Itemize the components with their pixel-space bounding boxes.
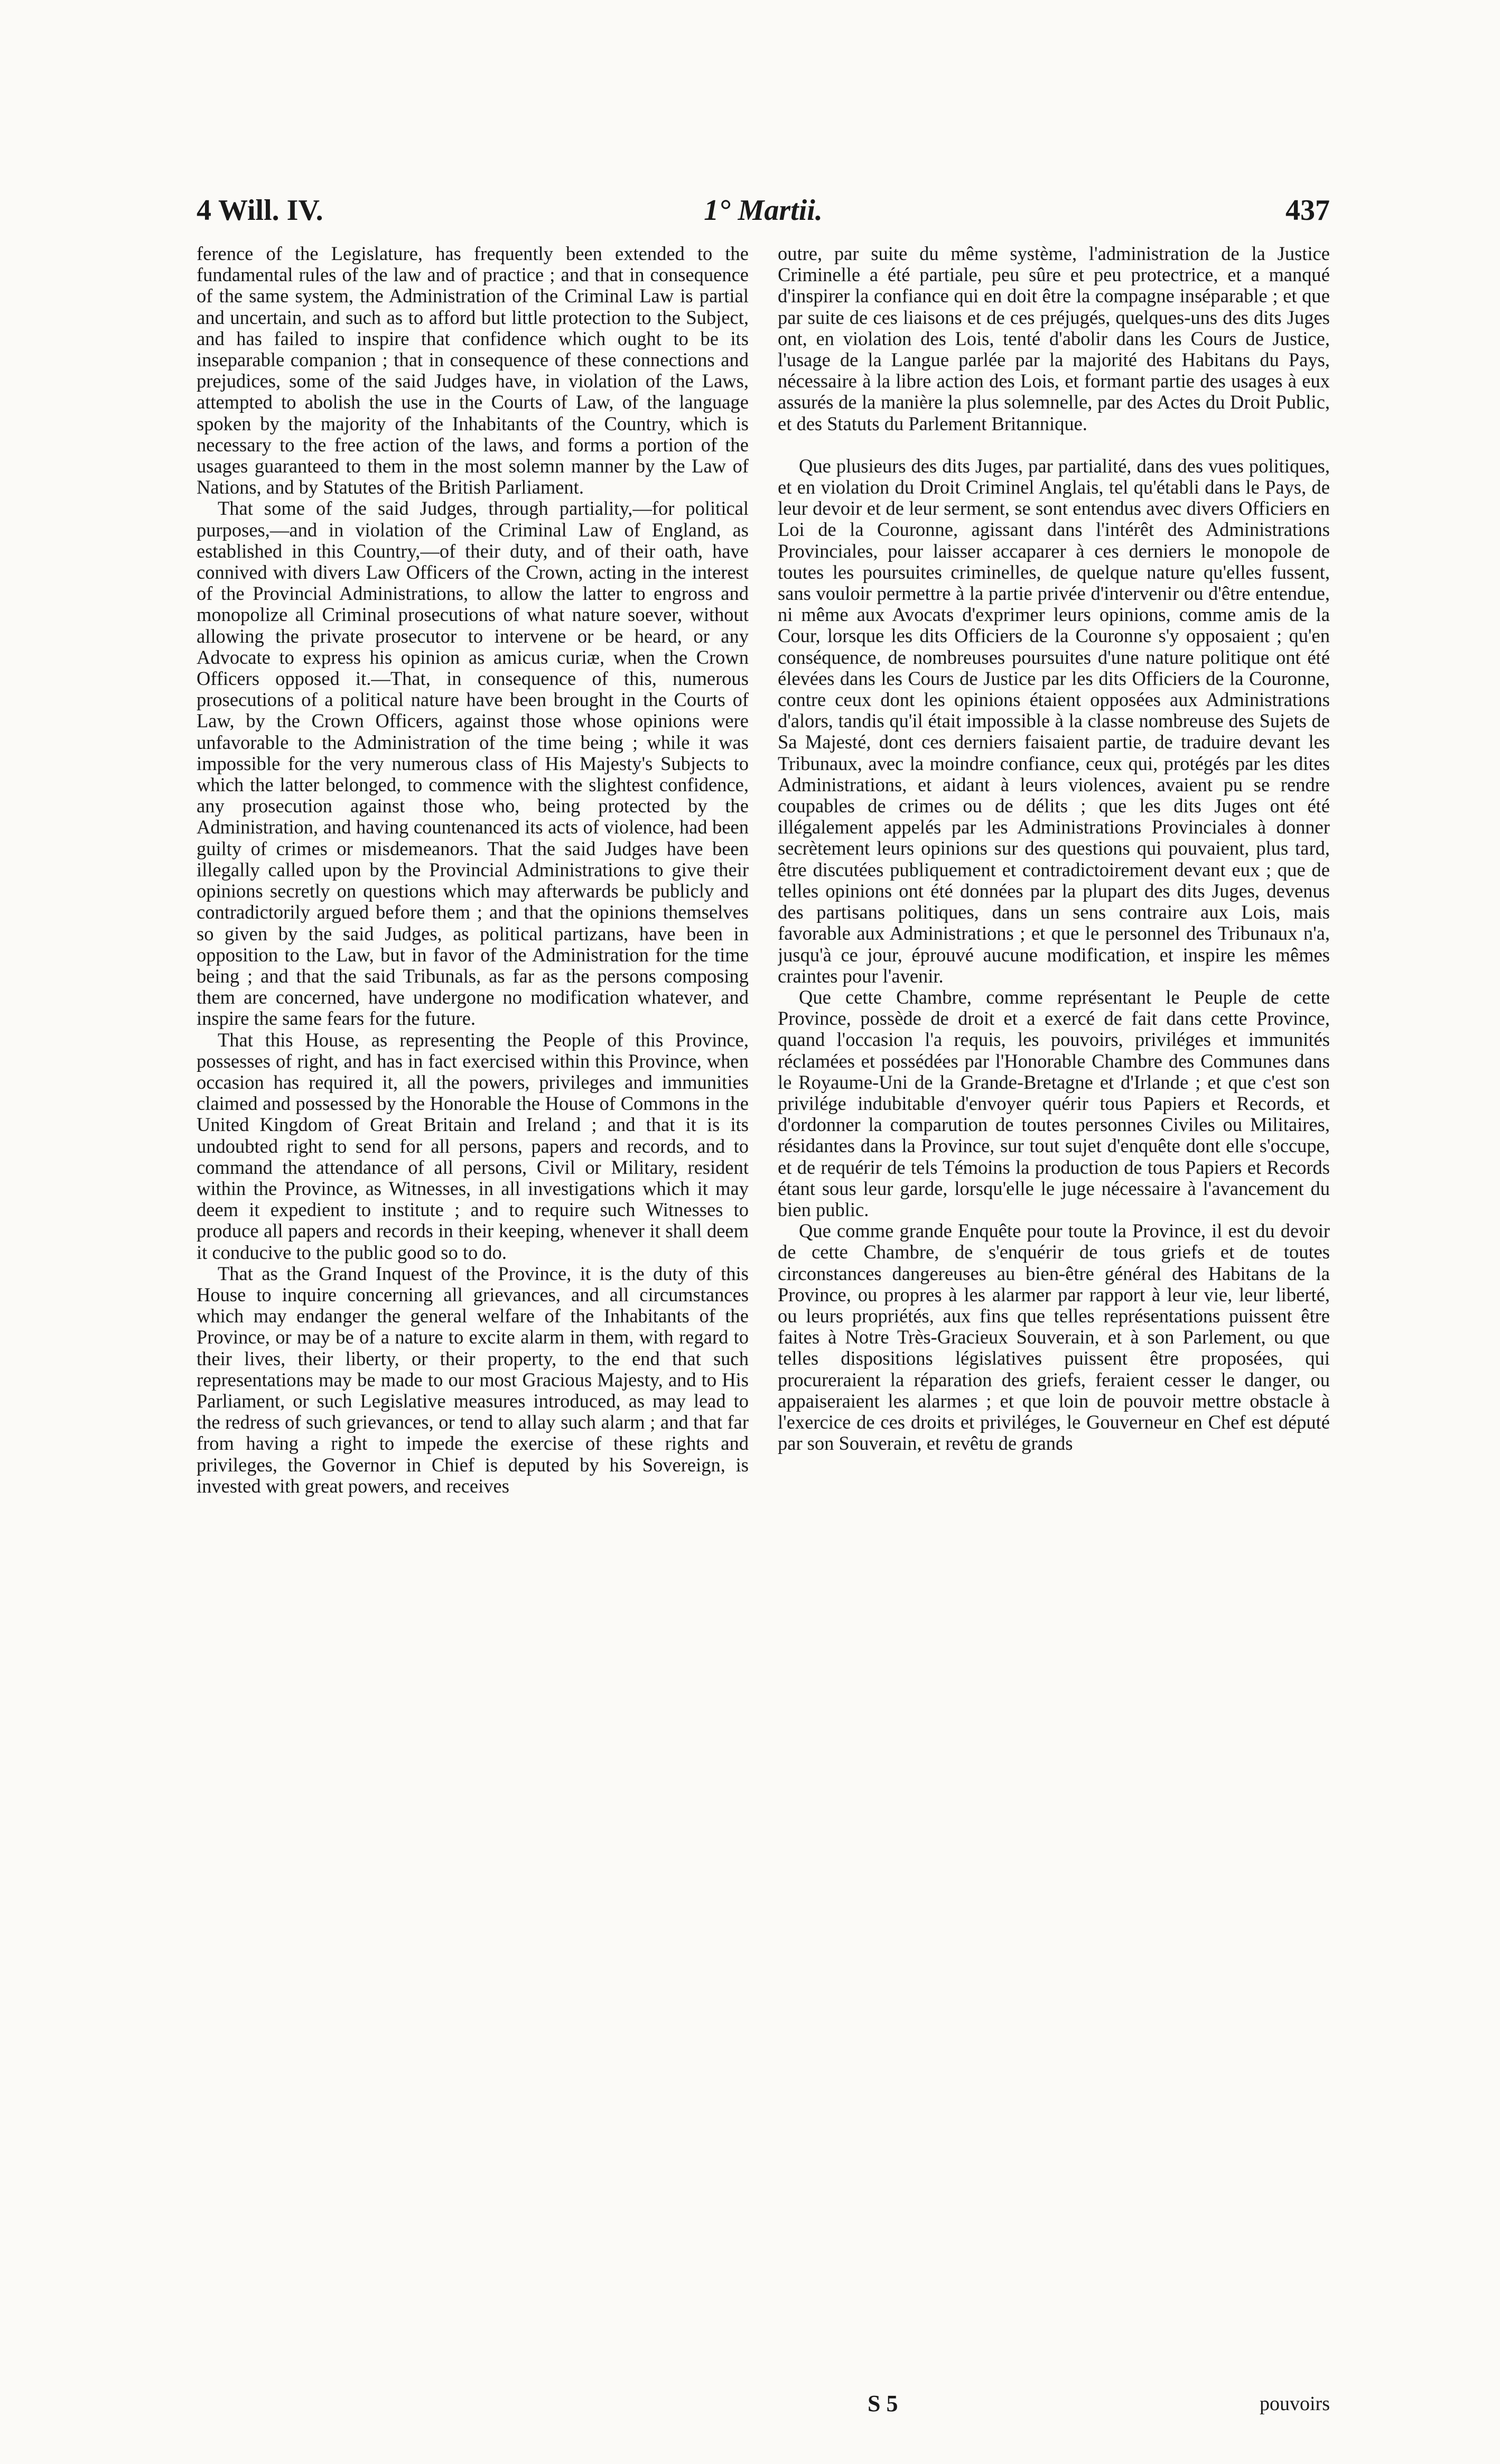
english-paragraph: That as the Grand Inquest of the Province, it is the duty of this House to inquire concerning all grievances, and all circumstances which may endanger the general welfare of the Inhabitants of the Province, or may be of a nature to excite alarm in them, with regard to their lives, their liberty, or their property, to the end that such representations may be made to our most Gracious Majesty, and to His Parliament, or such Legislative measures introduced, as may lead to the redress of such grievances, or tend to allay such alarm ; and that far from having a right to impede the exercise of these rights and privileges, the Governor in Chief is deputed by his Sovereign, is invested with great powers, and receives <box>197 1262 749 1497</box>
french-paragraph: outre, par suite du même système, l'administration de la Justice Criminelle a été partiale, peu sûre et peu protectrice, et a manqué d'inspirer la confiance qui en doit être la compagne inséparable ; et que par suite de ces liaisons et de ces préjugés, quelques-uns des dits Juges ont, en violation des Lois, tenté d'abolir dans les Cours de Justice, l'usage de la Langue parlée par la majorité des Habitans du Pays, nécessaire à la libre action des Lois, et formant partie des usages à eux assurés de la manière la plus solemnelle, par des Actes du Droit Public, et des Statuts du Parlement Britannique. <box>778 243 1330 434</box>
header-date: 1° Martii. <box>704 194 823 227</box>
signature-mark: S 5 <box>868 2391 898 2416</box>
english-column <box>197 243 749 2384</box>
french-column <box>778 243 1330 2384</box>
page-number: 437 <box>1285 194 1330 227</box>
header-session: 4 Will. IV. <box>197 194 323 227</box>
english-paragraph: That some of the said Judges, through partiality,—for political purposes,—and in violation of the Criminal Law of England, as established in this Country,—of their duty, and of their oath, have connived with divers Law Officers of the Crown, acting in the interest of the Provincial Administrations, to allow the latter to engross and monopolize all Criminal prosecutions of what nature soever, without allowing the private prosecutor to intervene or be heard, or any Advocate to express his opinion as amicus curiæ, when the Crown Officers opposed it.—That, in consequence of this, numerous prosecutions of a political nature have been brought in the Courts of Law, by the Crown Officers, against those whose opinions were unfavorable to the Administration of the time being ; while it was impossible for the very numerous class of His Majesty's Subjects to which the latter belonged, to commence with the slightest confidence, any prosecution against those who, being protected by the Administration, and having countenanced its acts of violence, had been guilty of crimes or misdemeanors. That the said Judges have been illegally called upon by the Provincial Administrations to give their opinions secretly on questions which may afterwards be publicly and contradictorily argued before them ; and that the opinions themselves so given by the said Judges, as political partizans, have been in opposition to the Law, but in favor of the Administration for the time being ; and that the said Tribunals, as far as the persons composing them are concerned, have undergone no modification whatever, and inspire the same fears for the future. <box>197 497 749 1030</box>
french-paragraph: Que plusieurs des dits Juges, par partialité, dans des vues politiques, et en violation du Droit Criminel Anglais, tel qu'établi dans le Pays, de leur devoir et de leur serment, se sont entendus avec divers Officiers en Loi de la Couronne, agissant dans l'intérêt des Administrations Provinciales, pour laisser accaparer à ces derniers le monopole de toutes les poursuites criminelles, de quelque nature qu'elles fussent, sans vouloir permettre à la partie privée d'intervenir ou d'être entendue, ni même aux Avocats d'exprimer leurs opinions, comme amis de la Cour, lorsque les dits Officiers de la Couronne s'y opposaient ; qu'en conséquence, de nombreuses poursuites d'une nature politique ont été élevées dans les Cours de Justice par les dits Officiers de la Couronne, contre ceux dont les opinions étaient opposées aux Administrations d'alors, tandis qu'il était impossible à la classe nombreuse des Sujets de Sa Majesté, dont ces derniers faisaient partie, de traduire devant les Tribunaux, avec la moindre confiance, ceux qui, protégés par les dites Administrations, et aidant à leurs violences, avaient pu se rendre coupables de crimes ou de délits ; que les dits Juges ont été illégalement appelés par les Administrations Provinciales à donner secrètement leurs opinions sur des questions qui pouvaient, plus tard, être discutées publiquement et contradictoirement devant eux ; que de telles opinions ont été données par la plupart des dits Juges, devenus des partisans politiques, dans un sens contraire aux Lois, mais favorable aux Administrations ; et que le personnel des Tribunaux n'a, jusqu'à ce jour, éprouvé aucune modification, et inspire les mêmes craintes pour l'avenir. <box>778 455 1330 987</box>
page-header <box>197 188 1330 233</box>
catchword: pouvoirs <box>1260 2393 1330 2415</box>
english-paragraph: ference of the Legislature, has frequently been extended to the fundamental rules of the law and of practice ; and that in consequence of the same system, the Administration of the Criminal Law is partial and uncertain, and such as to afford but little protection to the Subject, and has failed to inspire that confidence which ought to be its inseparable companion ; that in consequence of these connections and prejudices, some of the said Judges have, in violation of the Laws, attempted to abolish the use in the Courts of Law, of the language spoken by the majority of the Inhabitants of the Country, which is necessary to the free action of the laws, and forms a portion of the usages guaranteed to them in the most solemn manner by the Law of Nations, and by Statutes of the British Parliament. <box>197 243 749 498</box>
english-paragraph: That this House, as representing the People of this Province, possesses of right, and has in fact exercised within this Province, when occasion has required it, all the powers, privileges and immunities claimed and possessed by the Honorable the House of Commons in the United Kingdom of Great Britain and Ireland ; and that it is its undoubted right to send for all persons, papers and records, and to command the attendance of all persons, Civil or Military, resident within the Province, as Witnesses, in all investigations which it may deem it expedient to institute ; and to require such Witnesses to produce all papers and records in their keeping, whenever it shall deem it conducive to the public good so to do. <box>197 1029 749 1263</box>
french-paragraph: Que cette Chambre, comme représentant le Peuple de cette Province, possède de droit et a exercé de fait dans cette Province, quand l'occasion l'a requis, les pouvoirs, priviléges et immunités réclamées et possédées par l'Honorable Chambre des Communes dans le Royaume-Uni de la Grande-Bretagne et d'Irlande ; et que c'est son privilége indubitable d'envoyer quérir tous Papiers et Records, et d'ordonner la comparution de toutes personnes Civiles ou Militaires, résidantes dans la Province, sur tout sujet d'enquête dont elle s'occupe, et de requérir de tels Témoins la production de tous Papiers et Records étant sous leur garde, lorsqu'elle le juge nécessaire à l'avancement du bien public. <box>778 986 1330 1220</box>
page-footer <box>197 2388 1330 2420</box>
french-paragraph: Que comme grande Enquête pour toute la Province, il est du devoir de cette Chambre, de s'enquérir de tous griefs et de toutes circonstances dangereuses au bien-être général des Habitans de la Province, ou propres à les alarmer par rapport à leur vie, leur liberté, ou leurs propriétés, aux fins que telles représentations puissent être faites à Notre Très-Gracieux Souverain, et à son Parlement, ou que telles dispositions législatives puissent être proposées, qui procureraient la réparation des griefs, feraient cesser le danger, ou appaiseraient les alarmes ; et que loin de pouvoir mettre obstacle à l'exercice de ces droits et priviléges, le Gouverneur en Chef est député par son Souverain, et revêtu de grands <box>778 1220 1330 1455</box>
